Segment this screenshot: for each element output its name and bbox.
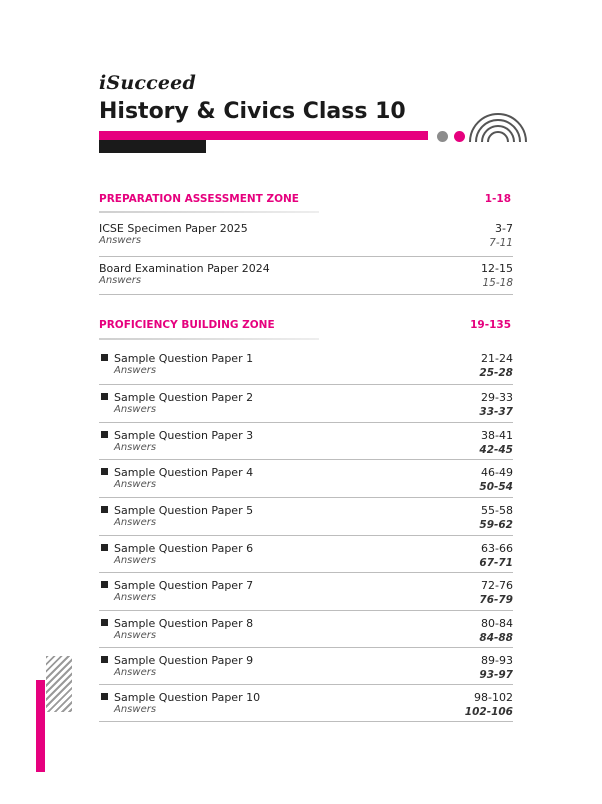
answers-label: Answers bbox=[114, 479, 157, 490]
entry-title: Sample Question Paper 6 bbox=[114, 542, 254, 555]
divider bbox=[99, 422, 513, 423]
square-bullet-icon bbox=[101, 619, 108, 626]
answers-pages: 93-97 bbox=[479, 669, 513, 681]
zone-underline bbox=[99, 338, 319, 340]
entry-title: Sample Question Paper 8 bbox=[114, 617, 254, 630]
square-bullet-icon bbox=[101, 393, 108, 400]
answers-pages: 7-11 bbox=[489, 237, 513, 249]
list-item[interactable] bbox=[99, 222, 513, 256]
entry-pages: 63-66 bbox=[481, 542, 513, 555]
zone-title: PROFICIENCY BUILDING ZONE bbox=[99, 319, 275, 331]
answers-pages: 50-54 bbox=[479, 481, 513, 493]
answers-pages: 15-18 bbox=[482, 277, 513, 289]
entry-title: Sample Question Paper 10 bbox=[114, 691, 261, 704]
divider bbox=[99, 497, 513, 498]
square-bullet-icon bbox=[101, 693, 108, 700]
answers-label: Answers bbox=[114, 517, 157, 528]
answers-label: Answers bbox=[114, 404, 157, 415]
divider bbox=[99, 572, 513, 573]
divider bbox=[99, 721, 513, 722]
entry-title: Sample Question Paper 1 bbox=[114, 352, 254, 365]
square-bullet-icon bbox=[101, 581, 108, 588]
entry-pages: 80-84 bbox=[481, 617, 513, 630]
entry-pages: 46-49 bbox=[481, 466, 513, 479]
list-item[interactable] bbox=[99, 617, 513, 651]
pink-dot bbox=[454, 131, 465, 142]
entry-title: ICSE Specimen Paper 2025 bbox=[99, 222, 248, 235]
answers-label: Answers bbox=[114, 442, 157, 453]
entry-title: Sample Question Paper 2 bbox=[114, 391, 254, 404]
page-title: History & Civics Class 10 bbox=[99, 99, 406, 124]
list-item[interactable] bbox=[99, 504, 513, 538]
hatch-decoration bbox=[46, 656, 72, 712]
entry-pages: 12-15 bbox=[481, 262, 513, 275]
answers-label: Answers bbox=[114, 667, 157, 678]
entry-pages: 55-58 bbox=[481, 504, 513, 517]
list-item[interactable] bbox=[99, 691, 513, 725]
divider bbox=[99, 384, 513, 385]
divider bbox=[99, 294, 513, 295]
answers-pages: 67-71 bbox=[479, 557, 513, 569]
entry-pages: 89-93 bbox=[481, 654, 513, 667]
entry-pages: 3-7 bbox=[495, 222, 513, 235]
accent-bar bbox=[99, 131, 428, 140]
entry-title: Sample Question Paper 4 bbox=[114, 466, 254, 479]
grey-dot bbox=[437, 131, 448, 142]
zone-underline bbox=[99, 211, 319, 213]
zone-title: PREPARATION ASSESSMENT ZONE bbox=[99, 193, 299, 205]
concentric-arcs-icon bbox=[468, 104, 528, 146]
list-item[interactable] bbox=[99, 391, 513, 425]
entry-pages: 29-33 bbox=[481, 391, 513, 404]
list-item[interactable] bbox=[99, 654, 513, 688]
answers-pages: 84-88 bbox=[479, 632, 513, 644]
square-bullet-icon bbox=[101, 468, 108, 475]
zone-range: 19-135 bbox=[470, 319, 511, 331]
answers-label: Answers bbox=[114, 365, 157, 376]
divider bbox=[99, 535, 513, 536]
answers-label: Answers bbox=[114, 555, 157, 566]
answers-label: Answers bbox=[114, 630, 157, 641]
square-bullet-icon bbox=[101, 656, 108, 663]
entry-title: Sample Question Paper 9 bbox=[114, 654, 254, 667]
zone-header-preparation bbox=[99, 193, 511, 205]
answers-label: Answers bbox=[99, 235, 142, 246]
list-item[interactable] bbox=[99, 262, 513, 296]
answers-pages: 102-106 bbox=[464, 706, 513, 718]
answers-pages: 59-62 bbox=[479, 519, 513, 531]
entry-pages: 72-76 bbox=[481, 579, 513, 592]
entry-pages: 98-102 bbox=[474, 691, 513, 704]
answers-label: Answers bbox=[114, 704, 157, 715]
side-accent-bar bbox=[36, 680, 45, 772]
answers-label: Answers bbox=[114, 592, 157, 603]
entry-pages: 38-41 bbox=[481, 429, 513, 442]
zone-range: 1-18 bbox=[484, 193, 511, 205]
entry-title: Sample Question Paper 3 bbox=[114, 429, 254, 442]
answers-label: Answers bbox=[99, 275, 142, 286]
list-item[interactable] bbox=[99, 352, 513, 386]
list-item[interactable] bbox=[99, 579, 513, 613]
answers-pages: 25-28 bbox=[479, 367, 513, 379]
answers-pages: 33-37 bbox=[479, 406, 513, 418]
divider bbox=[99, 610, 513, 611]
divider bbox=[99, 256, 513, 257]
divider bbox=[99, 647, 513, 648]
entry-title: Sample Question Paper 7 bbox=[114, 579, 254, 592]
square-bullet-icon bbox=[101, 354, 108, 361]
list-item[interactable] bbox=[99, 542, 513, 576]
square-bullet-icon bbox=[101, 544, 108, 551]
list-item[interactable] bbox=[99, 429, 513, 463]
dark-bar bbox=[99, 140, 206, 153]
brand-logo: iSucceed bbox=[99, 72, 196, 94]
entry-title: Board Examination Paper 2024 bbox=[99, 262, 270, 275]
divider bbox=[99, 459, 513, 460]
list-item[interactable] bbox=[99, 466, 513, 500]
entry-title: Sample Question Paper 5 bbox=[114, 504, 254, 517]
square-bullet-icon bbox=[101, 506, 108, 513]
answers-pages: 76-79 bbox=[479, 594, 513, 606]
entry-pages: 21-24 bbox=[481, 352, 513, 365]
divider bbox=[99, 684, 513, 685]
answers-pages: 42-45 bbox=[479, 444, 513, 456]
zone-header-proficiency bbox=[99, 319, 511, 331]
square-bullet-icon bbox=[101, 431, 108, 438]
